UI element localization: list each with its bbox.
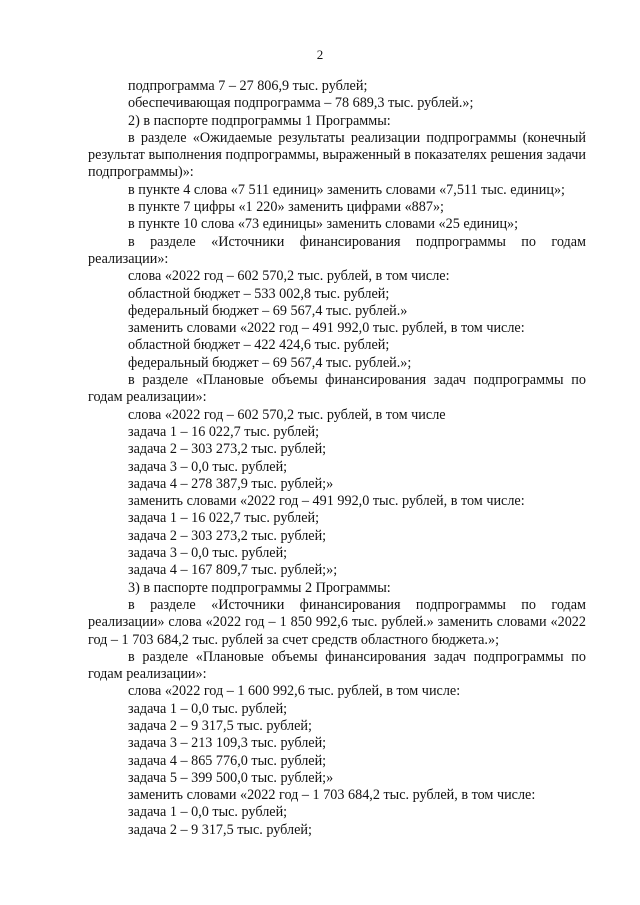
text-line: 3) в паспорте подпрограммы 2 Программы: bbox=[128, 579, 391, 596]
text-line: в пункте 10 слова «73 единицы» заменить словами «25 единиц»; bbox=[128, 216, 519, 233]
text-line: задача 4 – 167 809,7 тыс. рублей;»; bbox=[128, 562, 338, 579]
text-paragraph: в пункте 4 слова «7 511 единиц» заменить словами «7,511 тыс. единиц»; bbox=[128, 181, 565, 198]
text-line: задача 1 – 0,0 тыс. рублей; bbox=[128, 700, 288, 717]
text-line: заменить словами «2022 год – 1 703 684,2 тыс. рублей, в том числе: bbox=[128, 787, 536, 804]
text-line: слова «2022 год – 602 570,2 тыс. рублей, в том числе: bbox=[128, 268, 450, 285]
text-line: задача 1 – 16 022,7 тыс. рублей; bbox=[128, 510, 320, 527]
text-line: задача 4 – 865 776,0 тыс. рублей; bbox=[128, 752, 327, 769]
text-paragraph: в разделе «Источники финансирования подпрограммы по годам реализации»: bbox=[88, 233, 586, 267]
text-line: задача 3 – 213 109,3 тыс. рублей; bbox=[128, 735, 327, 752]
text-line: областной бюджет – 422 424,6 тыс. рублей; bbox=[128, 337, 390, 354]
text-line: областной бюджет – 533 002,8 тыс. рублей; bbox=[128, 285, 390, 302]
text-line: задача 1 – 16 022,7 тыс. рублей; bbox=[128, 423, 320, 440]
text-line: задача 4 – 278 387,9 тыс. рублей;» bbox=[128, 475, 334, 492]
text-line: обеспечивающая подпрограмма – 78 689,3 тыс. рублей.»; bbox=[128, 95, 474, 112]
text-line: задача 5 – 399 500,0 тыс. рублей;» bbox=[128, 769, 334, 786]
text-line: федеральный бюджет – 69 567,4 тыс. рублей.»; bbox=[128, 354, 412, 371]
text-line: заменить словами «2022 год – 491 992,0 тыс. рублей, в том числе: bbox=[128, 320, 525, 337]
text-line: слова «2022 год – 602 570,2 тыс. рублей, в том числе bbox=[128, 406, 446, 423]
text-paragraph: в разделе «Плановые объемы финансирования задач подпрограммы по годам реализации»: bbox=[88, 372, 586, 406]
text-line: задача 2 – 9 317,5 тыс. рублей; bbox=[128, 717, 312, 734]
text-line: задача 2 – 303 273,2 тыс. рублей; bbox=[128, 441, 327, 458]
text-line: в пункте 7 цифры «1 220» заменить цифрами «887»; bbox=[128, 199, 444, 216]
document-body bbox=[88, 78, 586, 839]
text-paragraph: в разделе «Плановые объемы финансирования задач подпрограммы по годам реализации»: bbox=[88, 648, 586, 683]
page-number: 2 bbox=[316, 47, 324, 62]
text-line: задача 1 – 0,0 тыс. рублей; bbox=[128, 804, 288, 821]
text-paragraph: в разделе «Источники финансирования подпрограммы по годам реализации» слова «2022 год – 1 850 992,6 тыс. рублей.» заменить словами «2022 год – 1 703 684,2 тыс. рублей за счет средств областного бюджета.»; bbox=[88, 596, 586, 648]
text-line: задача 3 – 0,0 тыс. рублей; bbox=[128, 545, 288, 562]
text-line: 2) в паспорте подпрограммы 1 Программы: bbox=[128, 112, 391, 129]
text-paragraph: в разделе «Ожидаемые результаты реализации подпрограммы (конечный результат выполнения подпрограммы, выраженный в показателях решения задачи подпрограммы)»: bbox=[88, 129, 586, 181]
text-line: заменить словами «2022 год – 491 992,0 тыс. рублей, в том числе: bbox=[128, 493, 525, 510]
text-line: подпрограмма 7 – 27 806,9 тыс. рублей; bbox=[128, 78, 368, 94]
text-line: задача 2 – 303 273,2 тыс. рублей; bbox=[128, 527, 327, 544]
text-line: федеральный бюджет – 69 567,4 тыс. рублей.» bbox=[128, 302, 408, 319]
text-line: задача 2 – 9 317,5 тыс. рублей; bbox=[128, 821, 312, 838]
text-line: слова «2022 год – 1 600 992,6 тыс. рублей, в том числе: bbox=[128, 683, 461, 700]
text-line: задача 3 – 0,0 тыс. рублей; bbox=[128, 458, 288, 475]
